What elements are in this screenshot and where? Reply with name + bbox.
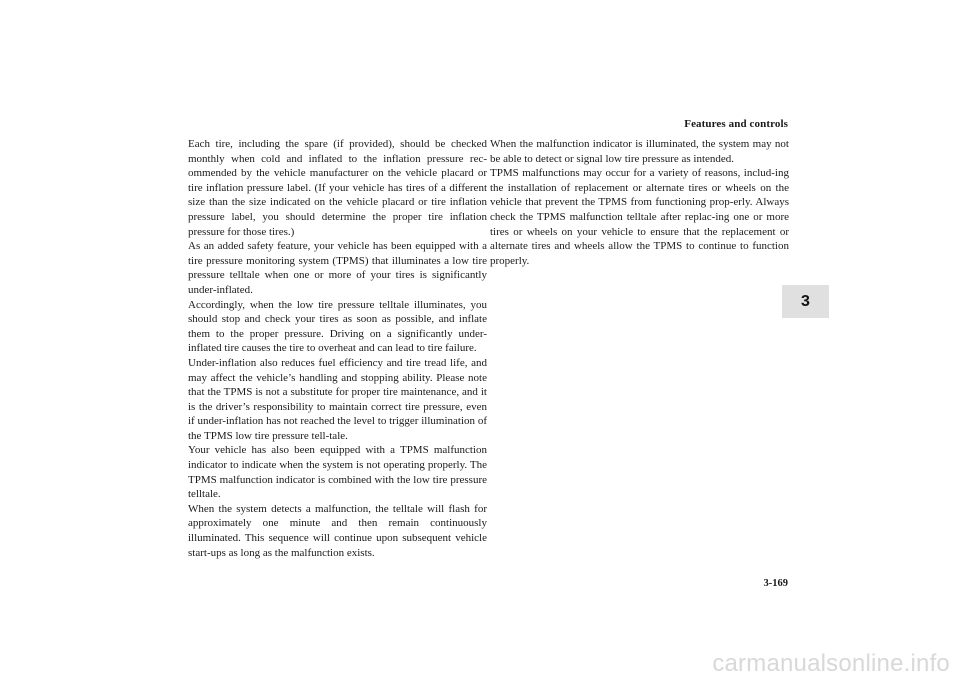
- right-text-column: [490, 137, 789, 268]
- section-title: Features and controls: [684, 118, 788, 130]
- paragraph: Under-inflation also reduces fuel efficiency and tire tread life, and may affect the vehicle’s handling and stopping ability. Please note that the TPMS is not a substitute for proper tire maintenance, and it is the driver’s responsibility to maintain correct tire pressure, even if under-inflation has not reached the level to trigger illumination of the TPMS low tire pressure tell-tale.: [188, 356, 487, 442]
- paragraph: As an added safety feature, your vehicle has been equipped with a tire pressure monitoring system (TPMS) that illuminates a low tire pressure telltale when one or more of your tires is significantly under-inflated.: [188, 240, 487, 296]
- paragraph: TPMS malfunctions may occur for a variety of reasons, includ-ing the installation of replacement or alternate tires or wheels on the vehicle that prevent the TPMS from functioning prop-erly. Always check the TPMS malfunction telltale after replac-ing one or more tires or wheels on your vehicle to ensure that the replacement or alternate tires and wheels allow the TPMS to continue to function properly.: [490, 167, 789, 267]
- chapter-number: 3: [801, 292, 810, 310]
- paragraph: Accordingly, when the low tire pressure telltale illuminates, you should stop and check your tires as soon as possible, and inflate them to the proper pressure. Driving on a significantly under-inflated tire causes the tire to overheat and can lead to tire failure.: [188, 298, 487, 355]
- watermark: carmanualsonline.info: [712, 650, 950, 677]
- paragraph: When the malfunction indicator is illuminated, the system may not be able to detect or signal low tire pressure as intended.: [490, 138, 789, 165]
- page-number: 3-169: [763, 578, 788, 589]
- paragraph: Each tire, including the spare (if provided), should be checked monthly when cold and inflated to the inflation pressure rec-ommended by the vehicle manufacturer on the vehicle placard or tire inflation pressure label. (If your vehicle has tires of a different size than the size indicated on the vehicle placard or tire inflation pressure label, you should determine the proper tire inflation pressure for those tires.): [188, 138, 487, 238]
- left-text-column: [188, 137, 487, 560]
- chapter-tab: [782, 285, 829, 318]
- paragraph: When the system detects a malfunction, the telltale will flash for approximately one minute and then remain continuously illuminated. This sequence will continue upon subsequent vehicle start-ups as long as the malfunction exists.: [188, 502, 487, 559]
- paragraph: Your vehicle has also been equipped with a TPMS malfunction indicator to indicate when the system is not operating properly. The TPMS malfunction indicator is combined with the low tire pressure telltale.: [188, 444, 487, 501]
